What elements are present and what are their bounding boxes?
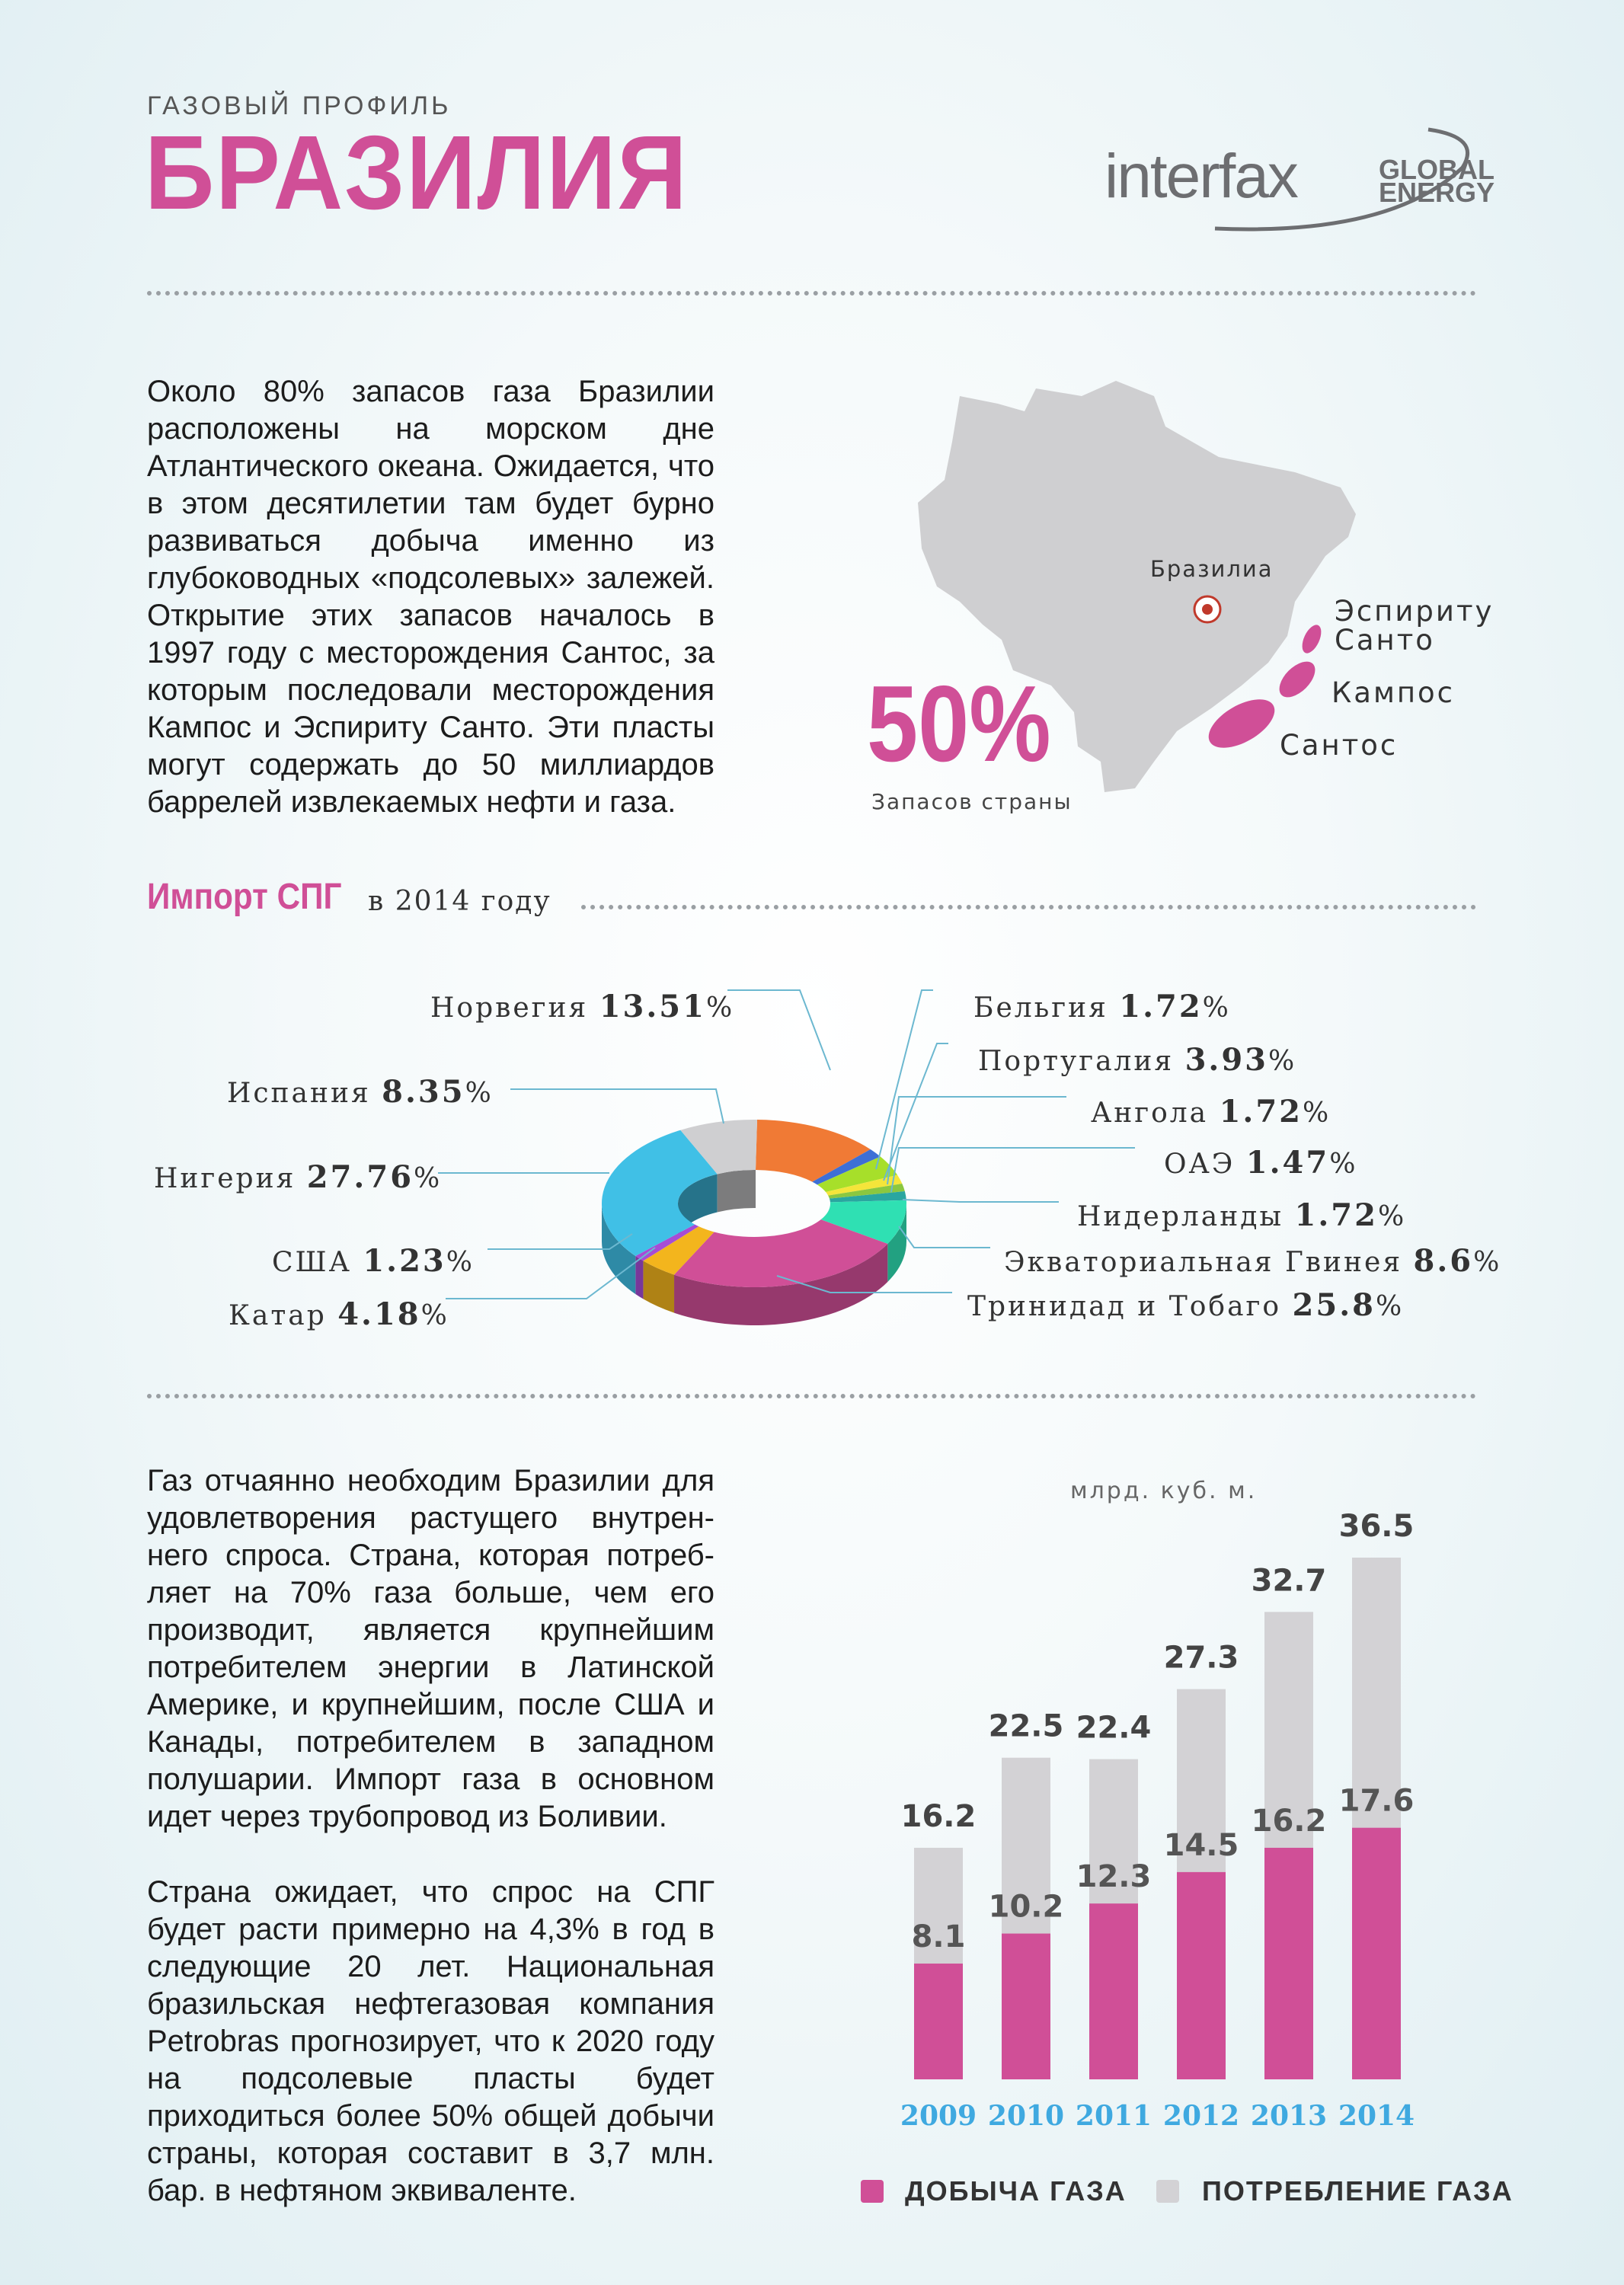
legend-swatch-production bbox=[861, 2180, 884, 2203]
pie-value: 1.72 bbox=[1219, 1094, 1303, 1130]
pie-value: 25.8 bbox=[1292, 1287, 1376, 1323]
label-consumption: 32.7 bbox=[1251, 1563, 1327, 1599]
pie-country: ОАЭ bbox=[1164, 1149, 1236, 1180]
divider-import bbox=[581, 905, 1476, 909]
year-label: 2014 bbox=[1338, 2100, 1415, 2132]
label-consumption: 36.5 bbox=[1338, 1509, 1415, 1544]
pie-country: Катар bbox=[229, 1300, 327, 1331]
pie-label: Тринидад и Тобаго 25.8% bbox=[967, 1287, 1405, 1323]
bar-production bbox=[914, 1964, 963, 2079]
pie-label: Испания 8.35% bbox=[227, 1074, 494, 1110]
import-section-title: Импорт СПГ bbox=[147, 877, 342, 917]
field-label-line1: Эспириту bbox=[1335, 595, 1495, 628]
pie-country: Нидерланды bbox=[1077, 1201, 1284, 1232]
label-production: 16.2 bbox=[1251, 1803, 1327, 1839]
pie-label: Катар 4.18% bbox=[229, 1296, 449, 1332]
pie-label: Бельгия 1.72% bbox=[973, 989, 1231, 1024]
label-production: 10.2 bbox=[988, 1889, 1064, 1925]
pie-country: Бельгия bbox=[973, 992, 1108, 1024]
demand-paragraph-2: Страна ожидает, что спрос на СПГ будет расти примерно на 4,3% в год в следующие 20 лет. Национальная бразильская нефтегазовая компания Petrobras прогнозирует, что к 2020 году на подсолевые пласты будет приходиться более 50% общей добычи страны, которая составит в 3,7 млн. бар. в нефтяном эквиваленте. bbox=[147, 1875, 714, 2207]
page-title: БРАЗИЛИЯ bbox=[145, 114, 689, 232]
year-label: 2010 bbox=[987, 2100, 1065, 2132]
pie-value: 8.6 bbox=[1413, 1243, 1474, 1279]
capital-label: Бразилиа bbox=[1150, 556, 1274, 582]
field-label-campos: Кампос bbox=[1331, 676, 1456, 709]
pie-country: Тринидад и Тобаго bbox=[967, 1291, 1282, 1322]
year-label: 2009 bbox=[900, 2100, 977, 2132]
pie-value: 3.93 bbox=[1184, 1042, 1268, 1078]
label-consumption: 27.3 bbox=[1163, 1640, 1239, 1676]
interfax-logo: interfax bbox=[1105, 142, 1297, 211]
global-energy-logo bbox=[1379, 154, 1495, 208]
pie-label: Ангола 1.72% bbox=[1091, 1094, 1331, 1130]
leader-line bbox=[903, 1200, 1059, 1202]
label-production: 17.6 bbox=[1338, 1783, 1415, 1819]
pie-country: Нигерия bbox=[154, 1163, 296, 1194]
donut-inner-wall bbox=[718, 1170, 756, 1212]
profile-subtitle: ГАЗОВЫЙ ПРОФИЛЬ bbox=[147, 91, 452, 120]
import-section-year: в 2014 году bbox=[368, 886, 551, 917]
logo-line-2: ENERGY bbox=[1379, 177, 1495, 208]
pie-country: Испания bbox=[227, 1078, 371, 1109]
label-consumption: 22.5 bbox=[988, 1708, 1064, 1744]
pie-country: Экваториальная Гвинея bbox=[1004, 1247, 1403, 1278]
label-consumption: 16.2 bbox=[900, 1798, 977, 1834]
leader-line bbox=[891, 1148, 1135, 1192]
leader-line bbox=[899, 1226, 990, 1248]
pie-value: 1.23 bbox=[363, 1243, 446, 1279]
year-label: 2011 bbox=[1075, 2100, 1152, 2132]
pie-value: 1.72 bbox=[1294, 1197, 1378, 1233]
pie-value: 1.72 bbox=[1119, 989, 1203, 1024]
bar-production bbox=[1089, 1903, 1138, 2079]
pie-label: Нидерланды 1.72% bbox=[1077, 1197, 1407, 1233]
pie-label: Экваториальная Гвинея 8.6% bbox=[1004, 1243, 1502, 1279]
donut-wall bbox=[635, 1256, 643, 1299]
pie-value: 27.76 bbox=[306, 1159, 414, 1195]
bar-production bbox=[1264, 1848, 1313, 2079]
pie-value: 4.18 bbox=[337, 1296, 421, 1332]
intro-paragraph: Около 80% запасов газа Бразилии расположены на морском дне Атлантического океана. Ожидается, что в этом десятилетии там будет бурно развиваться добыча именно из глубоководных «подсолевых» залежей. Открытие этих запасов началось в 1997 году с месторождения Сантос, за которым последовали месторождения Кампос и Эспириту Санто. Эти пласты могут содержать до 50 миллиардов баррелей извлекаемых нефти и газа. bbox=[147, 375, 714, 819]
leader-line bbox=[884, 1043, 948, 1181]
logo-line-1: GLOBAL bbox=[1379, 154, 1495, 185]
divider-bottom bbox=[147, 1394, 1476, 1398]
pie-label: Нигерия 27.76% bbox=[154, 1159, 443, 1195]
field-label-line2: Санто bbox=[1335, 624, 1435, 657]
legend-production: ДОБЫЧА ГАЗА bbox=[905, 2175, 1127, 2207]
field-label-espirito-santo bbox=[1335, 597, 1494, 655]
field-espirito-santo-icon bbox=[1298, 622, 1325, 657]
leader-line bbox=[887, 1097, 1066, 1184]
bar-production bbox=[1002, 1934, 1050, 2079]
pie-country: Норвегия bbox=[430, 992, 589, 1024]
gas-bar-chart bbox=[876, 1493, 1485, 2140]
pie-country: Ангола bbox=[1091, 1098, 1209, 1129]
leader-line bbox=[510, 1089, 724, 1123]
pie-label: США 1.23% bbox=[272, 1243, 475, 1279]
pie-label: Португалия 3.93% bbox=[978, 1042, 1297, 1078]
divider-top bbox=[147, 291, 1476, 296]
year-label: 2012 bbox=[1162, 2100, 1240, 2132]
legend-consumption: ПОТРЕБЛЕНИЕ ГАЗА bbox=[1202, 2175, 1514, 2207]
pie-label: Норвегия 13.51% bbox=[430, 989, 735, 1024]
label-production: 8.1 bbox=[911, 1919, 966, 1954]
pie-country: Португалия bbox=[978, 1046, 1175, 1077]
reserves-share-label: Запасов страны bbox=[871, 789, 1073, 814]
year-label: 2013 bbox=[1250, 2100, 1328, 2132]
pie-country: США bbox=[272, 1247, 352, 1278]
capital-marker-dot bbox=[1202, 604, 1213, 615]
leader-line bbox=[727, 990, 830, 1070]
pie-value: 8.35 bbox=[382, 1074, 465, 1110]
label-consumption: 22.4 bbox=[1076, 1710, 1152, 1746]
label-production: 12.3 bbox=[1076, 1859, 1152, 1895]
pie-value: 13.51 bbox=[599, 989, 706, 1024]
bar-production bbox=[1177, 1872, 1226, 2079]
demand-paragraph-1: Газ отчаянно необходим Бразилии для удовлетворения растущего внутрен-него спроса. Страна, которая потреб-ляет на 70% газа больше, чем его производит, является крупнейшим потребителем энергии в Латинской Америке, и крупнейшим, после США и Канады, потребителем в западном полушарии. Импорт газа в основном идет через трубопровод из Боливии. bbox=[147, 1464, 714, 1833]
legend-swatch-consumption bbox=[1156, 2180, 1179, 2203]
pie-label: ОАЭ 1.47% bbox=[1164, 1145, 1358, 1181]
field-campos-icon bbox=[1273, 655, 1322, 704]
bar-production bbox=[1352, 1828, 1401, 2079]
field-label-santos: Сантос bbox=[1280, 729, 1399, 762]
pie-value: 1.47 bbox=[1245, 1145, 1330, 1181]
reserves-share: 50% bbox=[867, 663, 1051, 785]
label-production: 14.5 bbox=[1163, 1827, 1239, 1863]
bar-chart-unit: млрд. куб. м. bbox=[1070, 1478, 1258, 1504]
leader-line bbox=[876, 990, 933, 1169]
